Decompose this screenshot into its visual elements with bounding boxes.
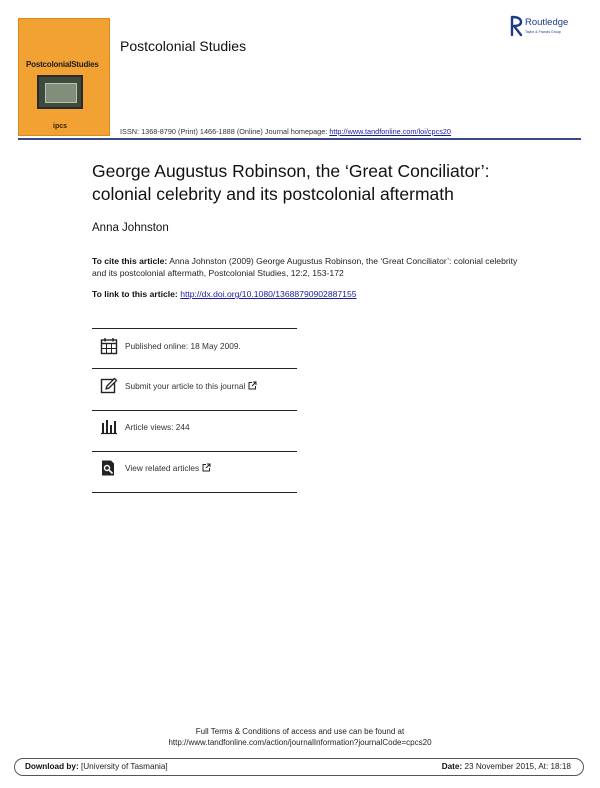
download-date-value: 23 November 2015, At: 18:18 [462, 762, 571, 771]
doi-link[interactable]: http://dx.doi.org/10.1080/13688790902887155 [180, 289, 357, 299]
routledge-r-icon [510, 15, 523, 37]
divider [92, 368, 297, 369]
citation-text: Anna Johnston (2009) George Augustus Robinson, the ‘Great Conciliator’: colonial celebrity and its postcolonial aftermath, Postcolonial Studies, 12:2, 153-172 [92, 256, 518, 278]
pencil-note-icon [100, 377, 118, 395]
downloaded-by-value: [University of Tasmania] [78, 762, 168, 771]
terms-link[interactable]: http://www.tandfonline.com/action/journalInformation?journalCode=cpcs20 [168, 738, 432, 747]
journal-homepage-link[interactable]: http://www.tandfonline.com/loi/cpcs20 [329, 127, 451, 136]
calendar-icon [100, 337, 118, 355]
divider [92, 328, 297, 329]
divider [92, 410, 297, 411]
journal-name: Postcolonial Studies [120, 38, 247, 54]
citation-label: To cite this article: [92, 256, 168, 266]
terms-notice [0, 726, 600, 748]
download-info-bar [14, 758, 584, 776]
published-date: Published online: 18 May 2009. [125, 341, 241, 351]
terms-text: Full Terms & Conditions of access and use can be found at [195, 727, 405, 736]
routledge-logo [510, 14, 590, 42]
downloaded-by-label: Download by: [25, 762, 79, 771]
related-articles-label: View related articles [125, 463, 211, 473]
external-link-icon [202, 463, 211, 472]
cover-publisher-mark: ipcs [53, 123, 68, 130]
issn-line [120, 127, 451, 136]
article-link-line [92, 289, 357, 299]
download-date-label: Date: [441, 762, 463, 771]
bar-chart-icon [100, 418, 118, 436]
issn-text: ISSN: 1368-8790 (Print) 1466-1888 (Online) Journal homepage: [120, 127, 330, 136]
download-date [442, 762, 571, 771]
submit-article-label: Submit your article to this journal [125, 381, 257, 391]
routledge-wordmark: Routledge [525, 17, 569, 28]
journal-cover-image [18, 18, 110, 136]
article-author: Anna Johnston [92, 222, 169, 234]
header-divider [18, 138, 581, 140]
external-link-icon [248, 381, 257, 390]
article-views: Article views: 244 [125, 422, 190, 432]
cover-title: PostcolonialStudies [26, 60, 99, 69]
downloaded-by [25, 762, 168, 771]
divider [92, 492, 297, 493]
link-label: To link to this article: [92, 289, 181, 299]
divider [92, 451, 297, 452]
article-title-line-1: George Augustus Robinson, the ‘Great Conciliator’: [92, 161, 490, 181]
citation-block [92, 256, 522, 279]
article-title-line-2: colonial celebrity and its postcolonial aftermath [92, 184, 454, 204]
article-title [92, 160, 552, 206]
cover-photo [37, 75, 83, 109]
routledge-tagline: Taylor & Francis Group [525, 30, 561, 34]
magnify-document-icon [100, 459, 118, 477]
